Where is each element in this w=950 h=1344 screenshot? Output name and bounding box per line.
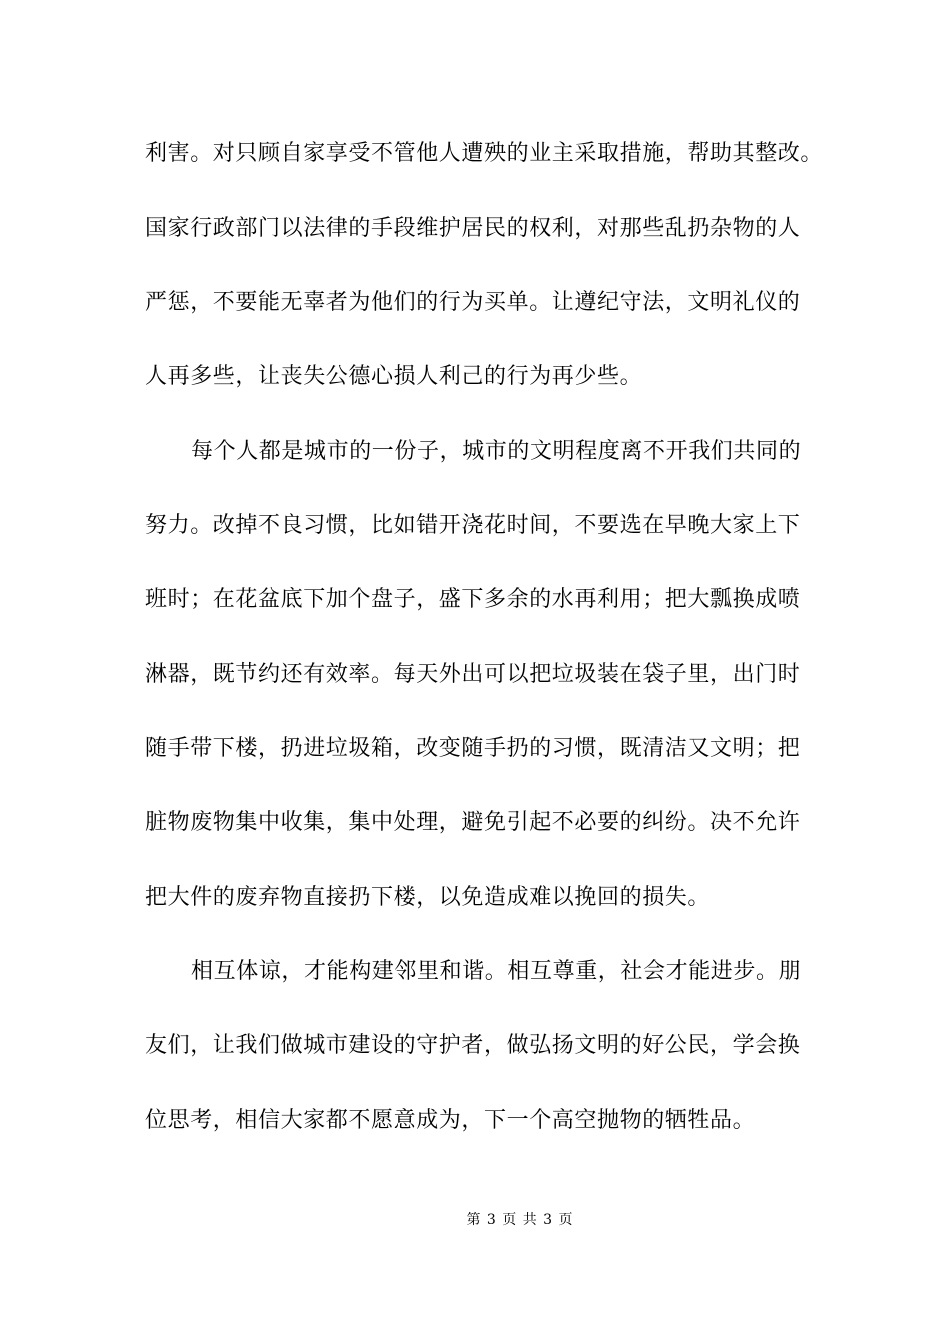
text-line: 随手带下楼，扔进垃圾箱，改变随手扔的习惯，既清洁又文明；把 xyxy=(145,736,801,761)
page-number-footer: 第 3 页 共 3 页 xyxy=(466,1212,574,1228)
text-line: 利害。对只顾自家享受不管他人遭殃的业主采取措施，帮助其整改。 xyxy=(145,141,824,166)
paragraph-first-line: 每个人都是城市的一份子，城市的文明程度离不开我们共同的 xyxy=(191,439,802,464)
text-line: 国家行政部门以法律的手段维护居民的权利，对那些乱扔杂物的人 xyxy=(145,216,801,241)
text-line: 努力。改掉不良习惯，比如错开浇花时间，不要选在早晚大家上下 xyxy=(145,513,801,538)
text-line: 班时；在花盆底下加个盘子，盛下多余的水再利用；把大瓢换成喷 xyxy=(145,587,801,612)
text-line: 位思考，相信大家都不愿意成为，下一个高空抛物的牺牲品。 xyxy=(145,1108,756,1133)
text-line: 友们，让我们做城市建设的守护者，做弘扬文明的好公民，学会换 xyxy=(145,1033,801,1058)
paragraph-first-line: 相互体谅，才能构建邻里和谐。相互尊重，社会才能进步。朋 xyxy=(191,959,802,984)
text-line: 脏物废物集中收集，集中处理，避免引起不必要的纠纷。决不允许 xyxy=(145,810,801,835)
text-line: 把大件的废弃物直接扔下楼，以免造成难以挽回的损失。 xyxy=(145,885,711,910)
text-line: 严惩，不要能无辜者为他们的行为买单。让遵纪守法，文明礼仪的 xyxy=(145,290,801,315)
text-line: 人再多些，让丧失公德心损人利己的行为再少些。 xyxy=(145,364,643,389)
text-line: 淋器，既节约还有效率。每天外出可以把垃圾装在袋子里，出门时 xyxy=(145,662,801,687)
